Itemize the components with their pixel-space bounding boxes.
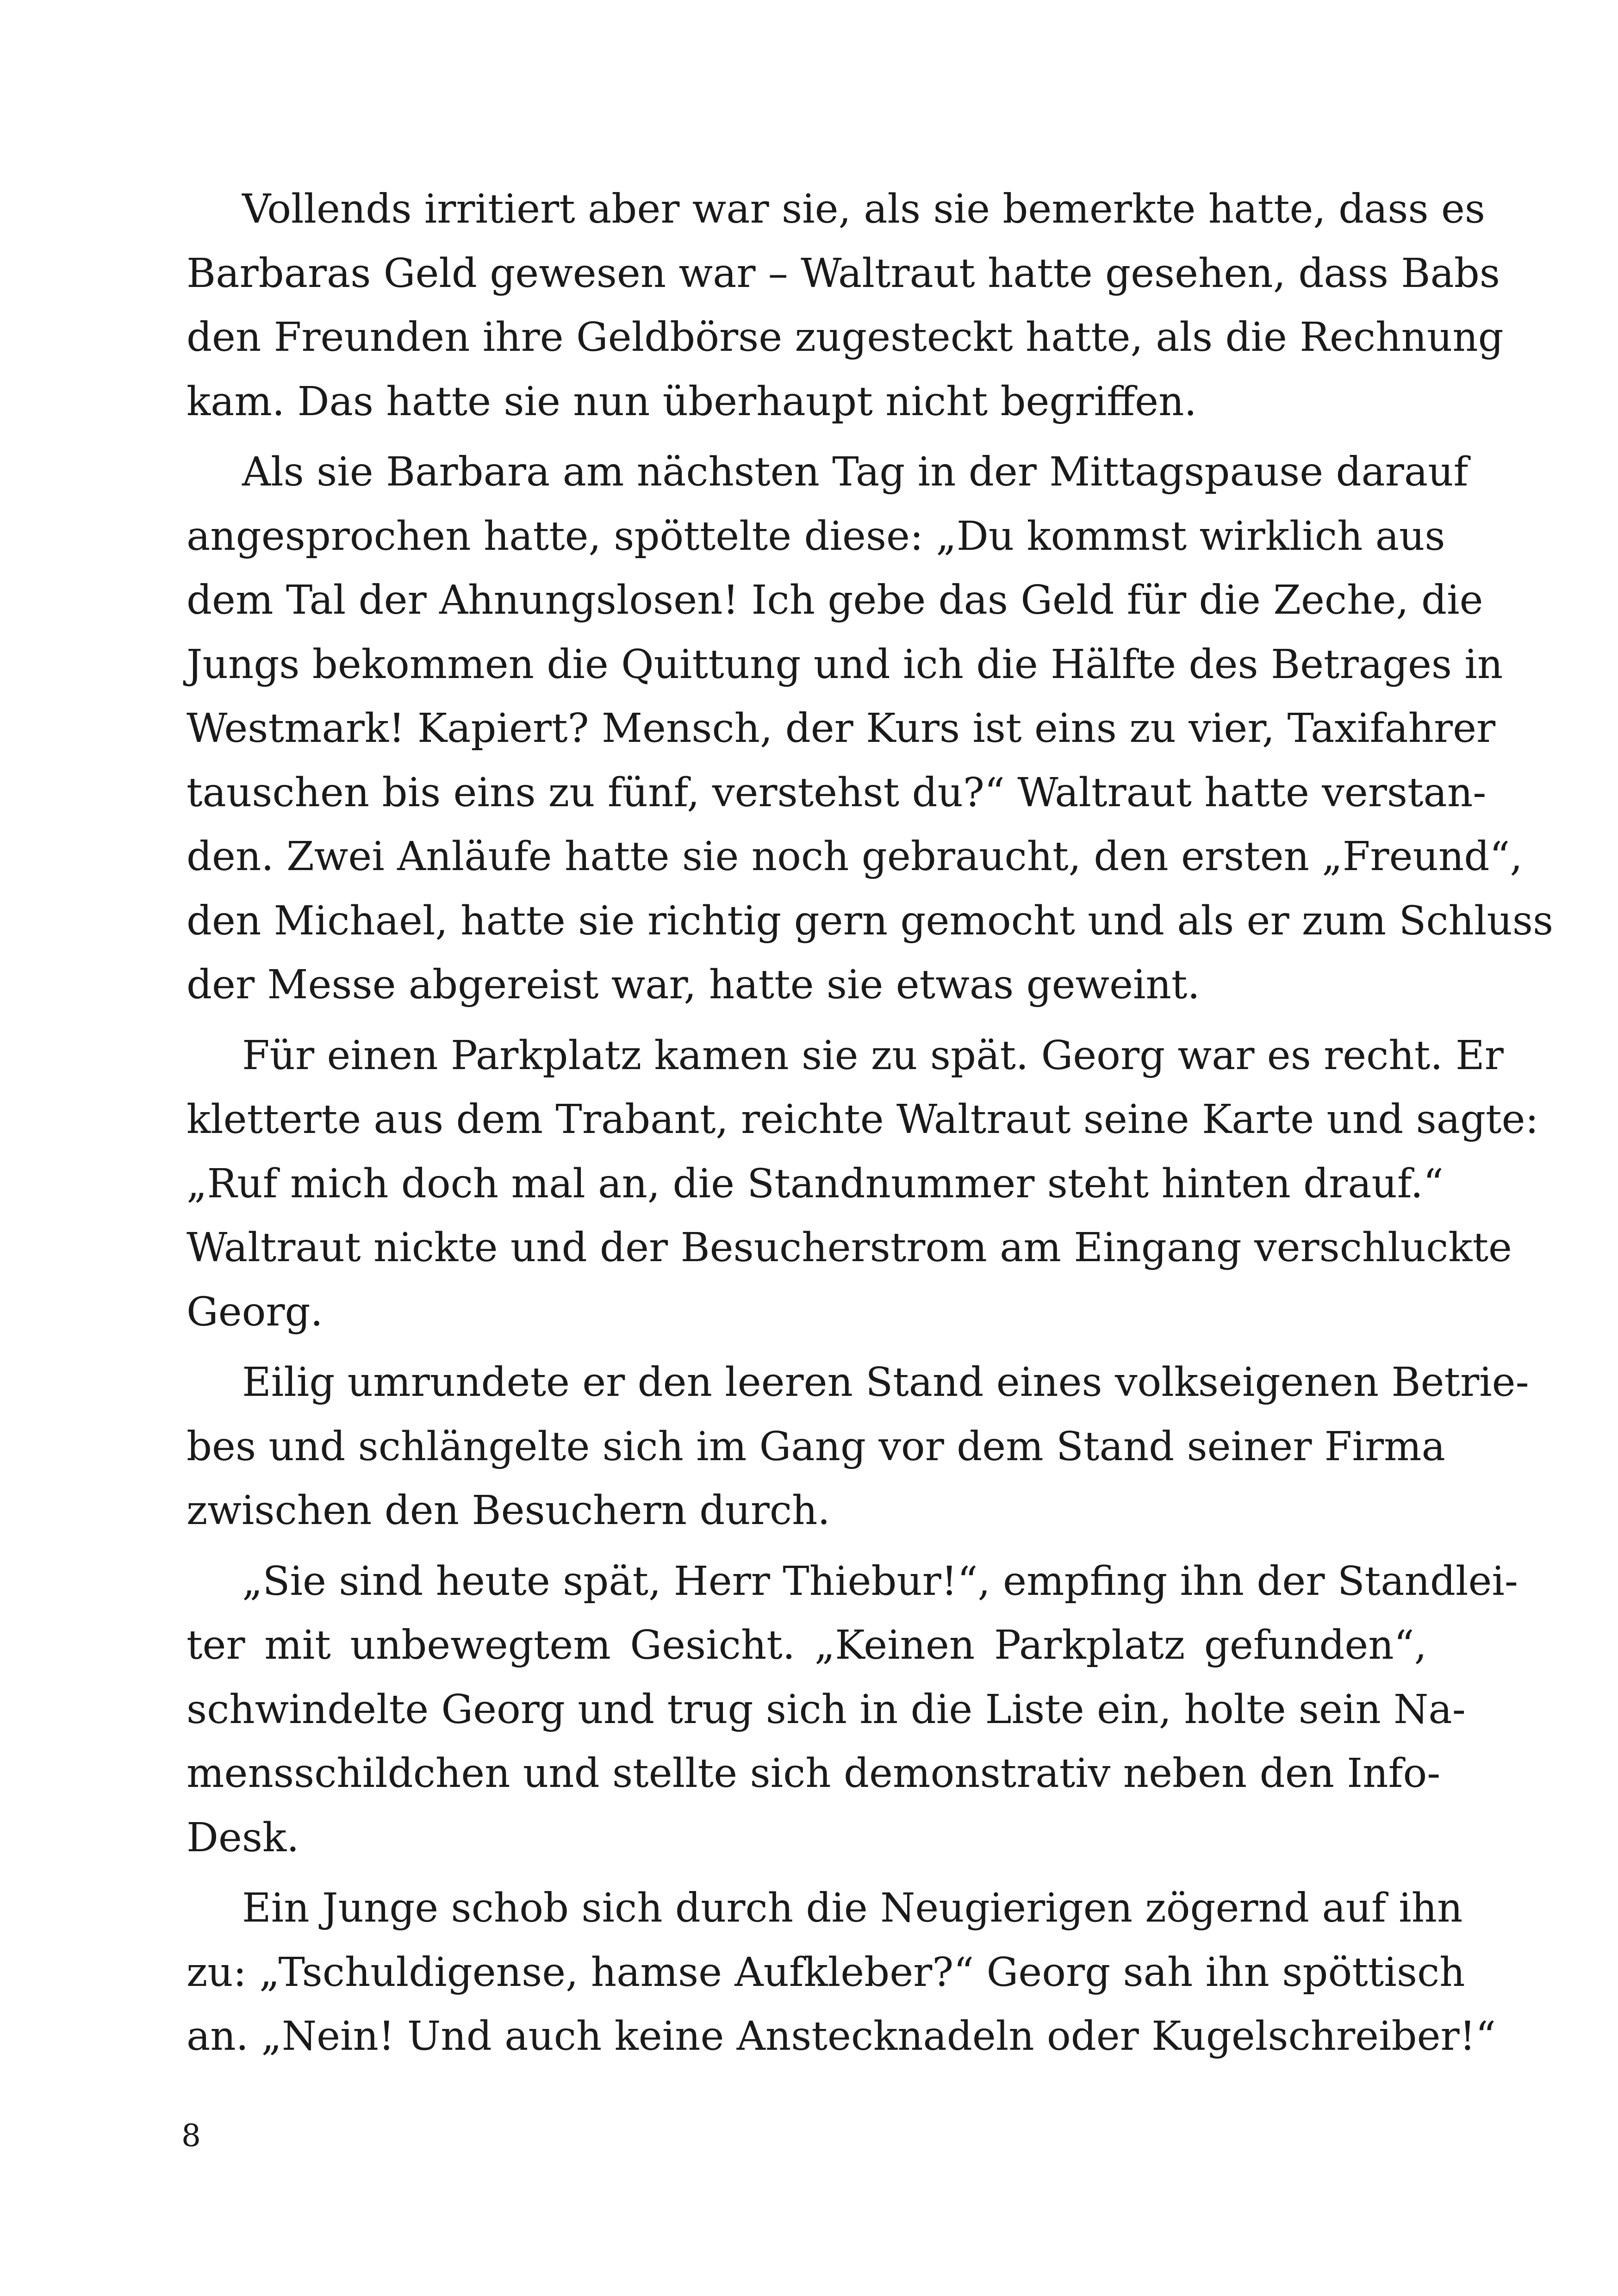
page-number: 8	[181, 2118, 201, 2153]
paragraph-3	[187, 1024, 1539, 1344]
text-line: der Messe abgereist war, hatte sie etwas geweint.	[187, 962, 1200, 1008]
text-line: „Sie sind heute spät, Herr Thiebur!“, empfing ihn der Standlei-	[242, 1558, 1518, 1605]
text-line: Ein Junge schob sich durch die Neugierigen zögernd auf ihn	[242, 1885, 1463, 1931]
text-line: ter mit unbewegtem Gesicht. „Keinen Parkplatz gefunden“,	[187, 1622, 1427, 1668]
text-line: kletterte aus dem Trabant, reichte Waltraut seine Karte und sagte:	[187, 1096, 1539, 1143]
text-line: schwindelte Georg und trug sich in die Liste ein, holte sein Na-	[187, 1686, 1466, 1733]
text-line: mensschildchen und stellte sich demonstrativ neben den Info-	[187, 1750, 1441, 1797]
text-line: kam. Das hatte sie nun überhaupt nicht begriffen.	[187, 378, 1197, 425]
paragraph-5	[187, 1549, 1518, 1870]
text-line: Vollends irritiert aber war sie, als sie bemerkte hatte, dass es	[242, 186, 1486, 232]
text-line: Georg.	[187, 1288, 323, 1335]
paragraph-1	[187, 177, 1504, 434]
paragraph-2	[187, 440, 1554, 1017]
text-line: dem Tal der Ahnungslosen! Ich gebe das Geld für die Zeche, die	[187, 577, 1483, 623]
text-line: zu: „Tschuldigense, hamse Aufkleber?“ Georg sah ihn spöttisch	[187, 1949, 1465, 1996]
text-line: Barbaras Geld gewesen war – Waltraut hatte gesehen, dass Babs	[187, 250, 1500, 297]
paragraph-gap	[187, 1017, 1427, 1024]
text-line: tauschen bis eins zu fünf, verstehst du?“ Waltraut hatte verstan-	[187, 769, 1487, 816]
paragraph-gap	[187, 1543, 1427, 1549]
text-line: den Freunden ihre Geldbörse zugesteckt hatte, als die Rechnung	[187, 314, 1504, 361]
text-line: den Michael, hatte sie richtig gern gemocht und als er zum Schluss	[187, 897, 1554, 944]
text-line: Als sie Barbara am nächsten Tag in der Mittagspause darauf	[242, 449, 1469, 495]
paragraph-gap	[187, 1344, 1427, 1350]
text-line: „Ruf mich doch mal an, die Standnummer steht hinten drauf.“	[187, 1160, 1444, 1207]
text-line: Für einen Parkplatz kamen sie zu spät. Georg war es recht. Er	[242, 1032, 1504, 1079]
text-line: bes und schlängelte sich im Gang vor dem Stand seiner Firma	[187, 1423, 1445, 1470]
paragraph-gap	[187, 434, 1427, 440]
text-line: Desk.	[187, 1814, 299, 1861]
paragraph-4	[187, 1350, 1529, 1543]
paragraph-gap	[187, 1870, 1427, 1876]
text-line: Jungs bekommen die Quittung und ich die Hälfte des Betrages in	[187, 641, 1503, 688]
body-text	[187, 177, 1554, 2069]
text-line: Waltraut nickte und der Besucherstrom am Eingang verschluckte	[187, 1225, 1512, 1271]
text-line: Eilig umrundete er den leeren Stand eines volkseigenen Betrie-	[242, 1359, 1529, 1406]
text-line: den. Zwei Anläufe hatte sie noch gebraucht, den ersten „Freund“,	[187, 834, 1523, 880]
text-line: angesprochen hatte, spöttelte diese: „Du kommst wirklich aus	[187, 513, 1445, 560]
text-line: an. „Nein! Und auch keine Anstecknadeln oder Kugelschreiber!“	[187, 2013, 1496, 2060]
text-line: zwischen den Besuchern durch.	[187, 1487, 830, 1534]
text-line: Westmark! Kapiert? Mensch, der Kurs ist eins zu vier, Taxifahrer	[187, 705, 1496, 752]
paragraph-6	[187, 1876, 1496, 2069]
